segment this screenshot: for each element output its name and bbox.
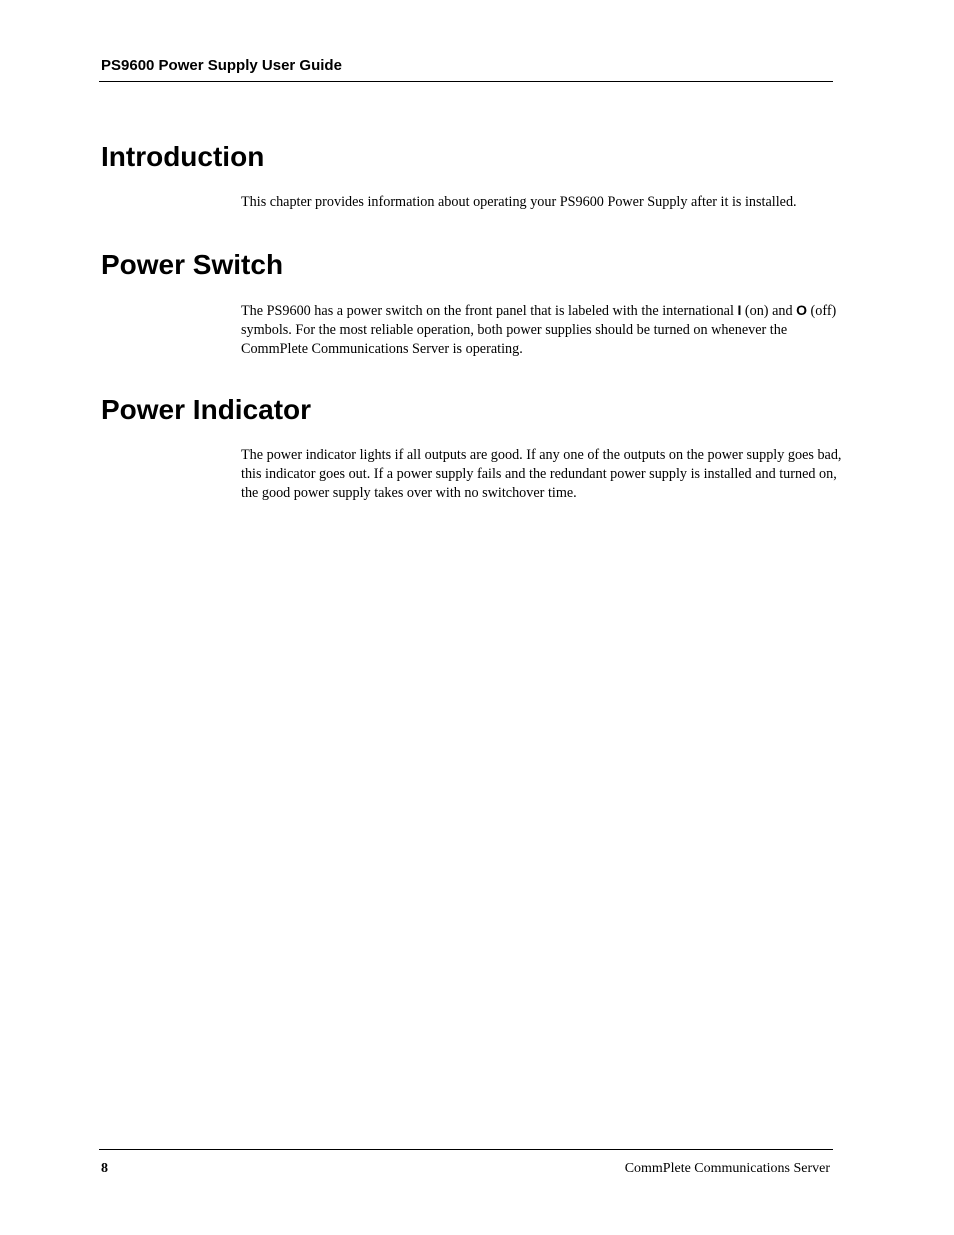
- power-on-symbol-icon: I: [737, 302, 742, 318]
- section-title-power-indicator: Power Indicator: [101, 394, 312, 425]
- footer-rule: [99, 1149, 833, 1150]
- page-number: 8: [101, 1161, 108, 1176]
- power-indicator-paragraph: [241, 446, 842, 503]
- footer-book-title: CommPlete Communications Server: [624, 1161, 830, 1176]
- running-header-title: PS9600 Power Supply User Guide: [101, 57, 342, 74]
- power-switch-line-1-start: The PS9600 has a power switch on the front panel that is labeled with the international: [241, 303, 738, 319]
- power-indicator-line-3: the good power supply takes over with no switchover time.: [241, 485, 577, 501]
- header-rule: [99, 81, 833, 82]
- power-off-symbol-icon: O: [796, 302, 807, 318]
- power-switch-line-1-middle: (on) and: [741, 303, 797, 319]
- power-switch-line-1: [241, 301, 837, 321]
- power-switch-line-2: symbols. For the most reliable operation, both power supplies should be turned on whenever the: [241, 322, 788, 338]
- power-indicator-line-1: The power indicator lights if all outputs are good. If any one of the outputs on the power supply goes bad,: [241, 447, 842, 463]
- introduction-line-1: This chapter provides information about operating your PS9600 Power Supply after it is installed.: [241, 194, 797, 210]
- section-title-power-switch: Power Switch: [101, 249, 284, 280]
- power-indicator-line-2: this indicator goes out. If a power supply fails and the redundant power supply is installed and turned on,: [241, 466, 837, 482]
- introduction-paragraph: [241, 193, 831, 212]
- power-switch-line-1-end: (off): [807, 303, 837, 319]
- power-switch-paragraph: [241, 301, 837, 359]
- section-title-introduction: Introduction: [101, 141, 265, 172]
- power-switch-line-3: CommPlete Communications Server is operating.: [241, 341, 523, 357]
